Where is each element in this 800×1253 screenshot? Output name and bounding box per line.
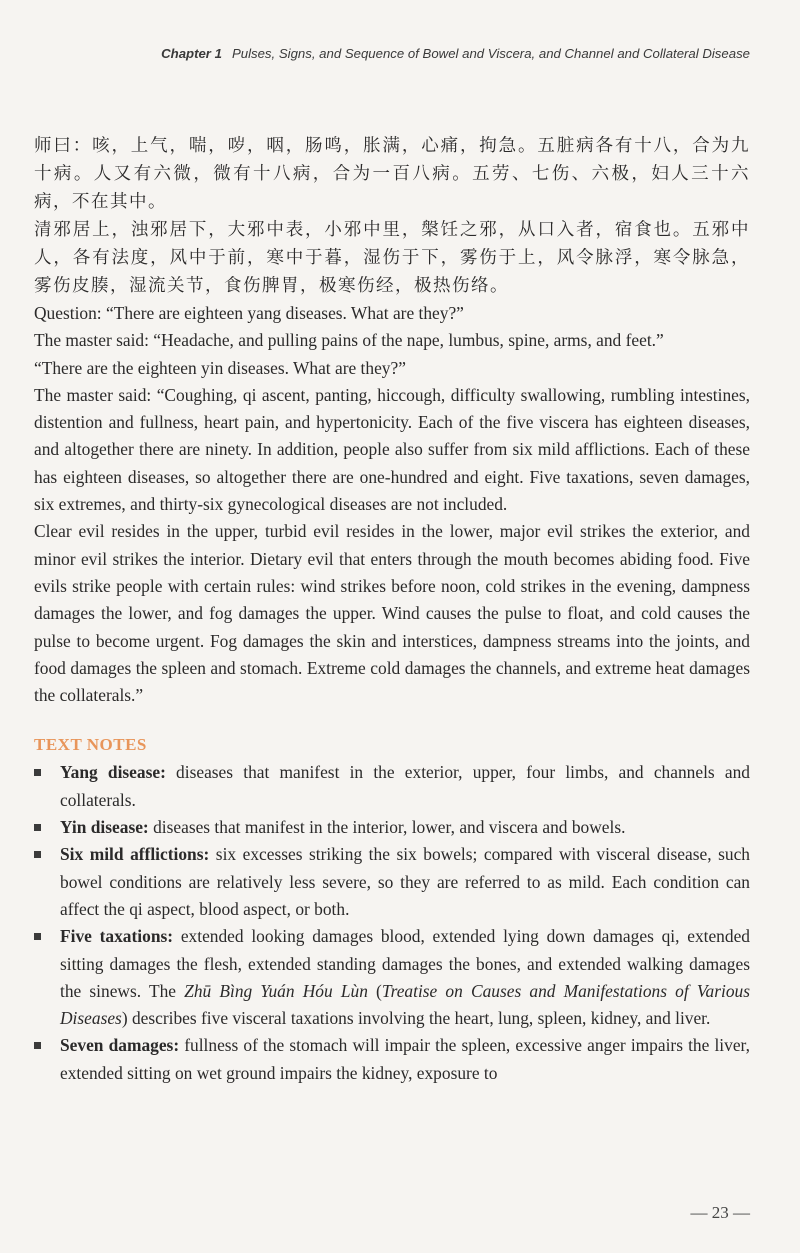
note-term: Yin disease: <box>60 817 149 838</box>
note-text: diseases that manifest in the interior, lower, and viscera and bowels. <box>148 817 626 838</box>
note-paren: ( <box>367 980 382 1001</box>
note-term: Yang disease: <box>60 762 166 783</box>
english-paragraph-4: The master said: “Coughing, qi ascent, panting, hiccough, difficulty swallowing, rumbling intestines, distention and fullness, heart pain, and hypertonicity. Each of the five viscera has eighteen diseases, and altogether there are ninety. In addition, people also suffer from six mild afflictions. Each of these has eighteen diseases, so altogether there are one-hundred and eight. Five taxations, seven damages, six extremes, and thirty-six gynecological diseases are not included. <box>34 384 750 515</box>
note-item <box>34 841 750 923</box>
chinese-paragraph-1: 师曰：咳，上气，喘，哕，咽，肠鸣，胀满，心痛，拘急。五脏病各有十八，合为九十病。人又有六微，微有十八病，合为一百八病。五劳、七伤、六极，妇人三十六病，不在其中。 <box>34 136 750 212</box>
note-text: six excesses striking the six bowels; compared with visceral disease, such bowel conditions are relatively less severe, so they are referred to as mild. Each condition can affect the qi aspect, blood aspect, or both. <box>60 844 750 919</box>
note-term: Seven damages: <box>60 1035 180 1056</box>
page-number: — 23 — <box>690 1203 750 1222</box>
english-paragraph-3: “There are the eighteen yin diseases. What are they?” <box>34 357 406 378</box>
note-text: extended looking damages blood, extended lying down damages qi, extended sitting damages the flesh, extended standing damages the bones, and extended walking damages the sinews. The <box>60 926 750 1001</box>
note-term: Five taxations: <box>60 926 174 947</box>
note-item <box>34 923 750 1032</box>
english-paragraph-2: The master said: “Headache, and pulling pains of the nape, lumbus, spine, arms, and feet.” <box>34 330 664 351</box>
chapter-label: Chapter 1 <box>161 46 222 61</box>
square-bullet-icon <box>34 824 41 831</box>
page-content <box>34 132 750 1087</box>
english-paragraph-1: Question: “There are eighteen yang diseases. What are they?” <box>34 303 464 323</box>
book-title-english: Treatise on Causes and Manifestations of Various Diseases <box>60 980 751 1029</box>
square-bullet-icon <box>34 769 41 776</box>
chinese-paragraph-2: 清邪居上，浊邪居下，大邪中表，小邪中里，槃饪之邪，从口入者，宿食也。五邪中人，各有法度，风中于前，寒中于暮，湿伤于下，雾伤于上，风令脉浮，寒令脉急，雾伤皮腠，湿流关节，食伤脾胃，极寒伤经，极热伤络。 <box>34 220 750 296</box>
book-title-pinyin: Zhū Bìng Yuán Hóu Lùn <box>184 980 368 1001</box>
square-bullet-icon <box>34 1042 41 1049</box>
english-paragraph-5: Clear evil resides in the upper, turbid evil resides in the lower, major evil strikes the exterior, and minor evil strikes the interior. Dietary evil that enters through the mouth becomes abiding food. Five evils strike people with certain rules: wind strikes before noon, cold strikes in the evening, dampness damages the lower, and fog damages the upper. Wind causes the pulse to float, and cold causes the pulse to become urgent. Fog damages the skin and interstices, dampness streams into the joints, and food damages the spleen and stomach. Extreme cold damages the channels, and extreme heat damages the collaterals.” <box>34 521 750 706</box>
note-item <box>34 814 750 841</box>
text-notes-list <box>34 759 750 1087</box>
english-translation <box>34 300 750 709</box>
square-bullet-icon <box>34 933 41 940</box>
note-text: fullness of the stomach will impair the spleen, excessive anger impairs the liver, extended sitting on wet ground impairs the kidney, exposure to <box>60 1035 750 1083</box>
note-term: Six mild afflictions: <box>60 844 210 865</box>
note-item <box>34 1032 750 1087</box>
square-bullet-icon <box>34 851 41 858</box>
text-notes-heading: TEXT NOTES <box>34 735 147 755</box>
note-text-continued: ) describes five visceral taxations involving the heart, lung, spleen, kidney, and liver. <box>121 1008 711 1029</box>
note-text: diseases that manifest in the exterior, upper, four limbs, and channels and collaterals. <box>60 762 750 810</box>
chinese-text <box>34 132 750 300</box>
note-item <box>34 759 750 814</box>
chapter-title: Pulses, Signs, and Sequence of Bowel and Viscera, and Channel and Collateral Disease <box>231 46 750 61</box>
running-header <box>0 46 750 61</box>
